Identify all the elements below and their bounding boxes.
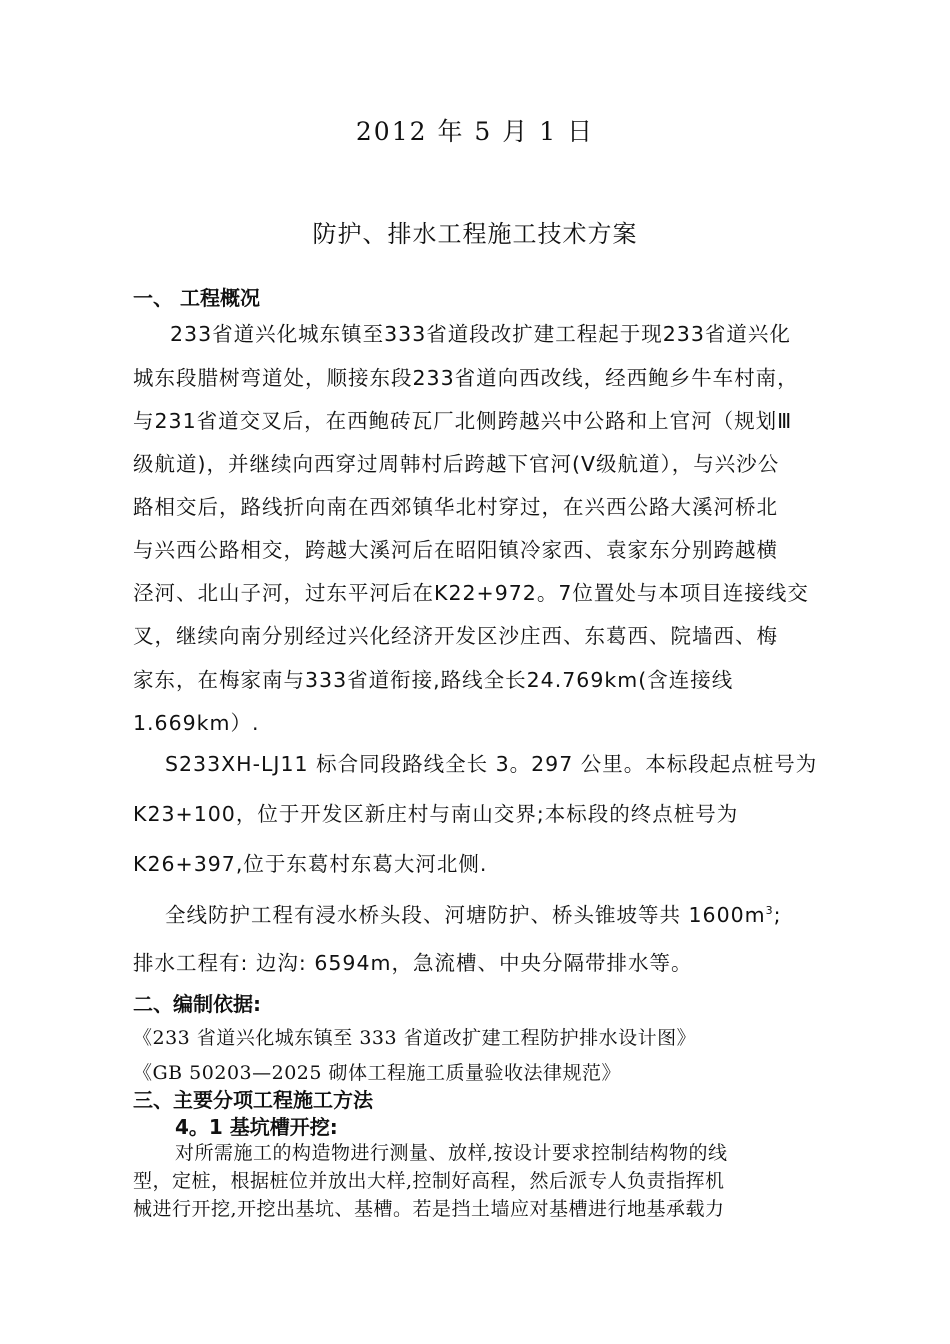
text-line: 与兴西公路相交，跨越大溪河后在昭阳镇冷家西、袁家东分别跨越横 bbox=[133, 538, 778, 562]
text-line: S233XH-LJ11 标合同段路线全长 3。297 公里。本标段起点桩号为 bbox=[165, 752, 818, 776]
text-line: 与231省道交叉后，在西鲍砖瓦厂北侧跨越兴中公路和上官河（规划Ⅲ bbox=[133, 409, 793, 433]
text-line: K26+397,位于东葛村东葛大河北侧. bbox=[133, 852, 488, 876]
text-line: 1.669km）. bbox=[133, 711, 260, 735]
text-line bbox=[165, 898, 782, 928]
text-line: 路相交后，路线折向南在西郊镇华北村穿过，在兴西公路大溪河桥北 bbox=[133, 495, 778, 519]
text-line: 家东，在梅家南与333省道衔接,路线全长24.769km(含连接线 bbox=[133, 668, 734, 692]
text-line: 城东段腊树弯道处，顺接东段233省道向西改线，经西鲍乡牛车村南， bbox=[133, 366, 799, 390]
section-heading-basis: 二、编制依据: bbox=[133, 992, 261, 1016]
text-line: 对所需施工的构造物进行测量、放样,按设计要求控制结构物的线 bbox=[175, 1142, 728, 1164]
text-line: 级航道)，并继续向西穿过周韩村后跨越下官河(V级航道），与兴沙公 bbox=[133, 452, 780, 476]
text-line: 叉，继续向南分别经过兴化经济开发区沙庄西、东葛西、院墙西、梅 bbox=[133, 624, 778, 648]
section-heading-overview: 一、 工程概况 bbox=[133, 286, 260, 310]
text-line: 械进行开挖,开挖出基坑、基槽。若是挡土墙应对基槽进行地基承载力 bbox=[133, 1198, 725, 1220]
reference-item: 《GB 50203—2025 砌体工程施工质量验收法律规范》 bbox=[133, 1062, 622, 1084]
reference-item: 《233 省道兴化城东镇至 333 省道改扩建工程防护排水设计图》 bbox=[133, 1027, 697, 1049]
superscript: 3 bbox=[765, 904, 774, 918]
document-title: 防护、排水工程施工技术方案 bbox=[312, 220, 638, 248]
text-line: 233省道兴化城东镇至333省道段改扩建工程起于现233省道兴化 bbox=[170, 322, 791, 346]
text-fragment: 全线防护工程有浸水桥头段、河塘防护、桥头锥坡等共 1600m bbox=[165, 903, 766, 927]
date-heading: 2012 年 5 月 1 日 bbox=[355, 117, 595, 146]
section-heading-methods: 三、主要分项工程施工方法 bbox=[133, 1088, 373, 1112]
subsection-heading: 4。1 基坑槽开挖: bbox=[175, 1115, 338, 1139]
text-line: 泾河、北山子河，过东平河后在K22+972。7位置处与本项目连接线交 bbox=[133, 581, 809, 605]
text-line: K23+100，位于开发区新庄村与南山交界;本标段的终点桩号为 bbox=[133, 802, 739, 826]
text-fragment: ; bbox=[773, 903, 782, 927]
text-line: 排水工程有: 边沟: 6594m，急流槽、中央分隔带排水等。 bbox=[133, 951, 693, 975]
text-line: 型，定桩，根据桩位并放出大样,控制好高程，然后派专人负责指挥机 bbox=[133, 1170, 725, 1192]
